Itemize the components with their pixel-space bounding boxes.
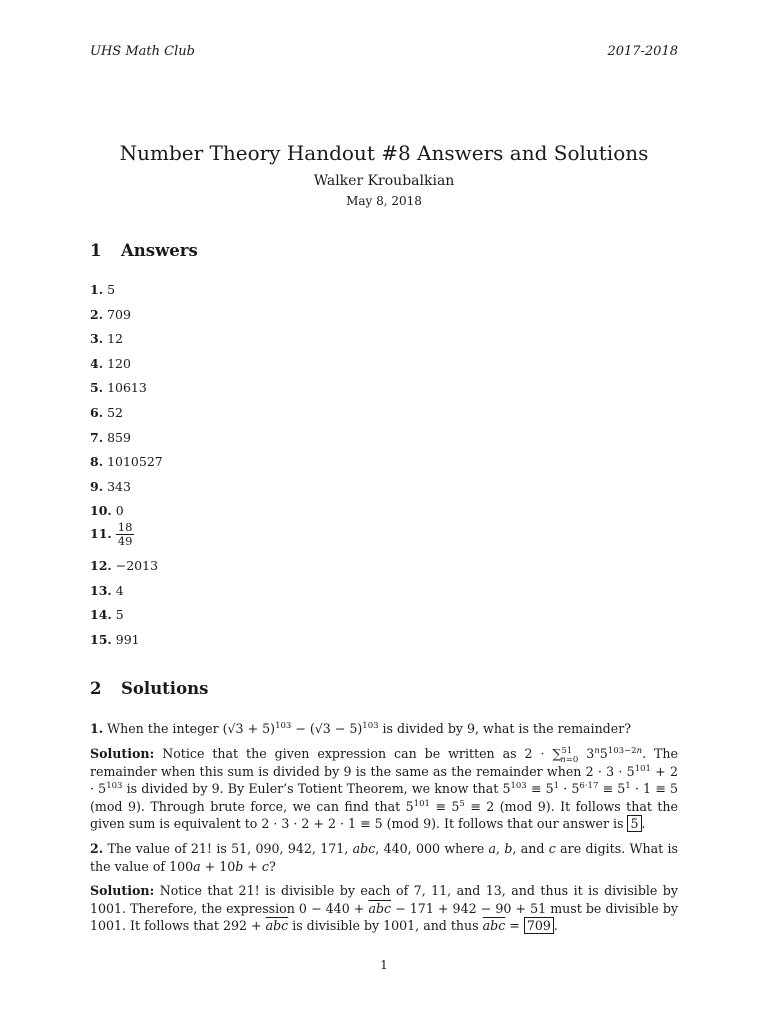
section-number: 1: [90, 241, 102, 260]
answer-value: 10613: [107, 380, 147, 396]
solution-label: Solution:: [90, 883, 155, 898]
fraction-numerator: 18: [117, 520, 133, 534]
answer-item: [90, 558, 158, 573]
answer-value: 5: [107, 282, 116, 297]
answer-item: [90, 521, 134, 548]
answer-value: 343: [107, 478, 131, 494]
running-header: [90, 44, 678, 62]
answer-number: 12.: [90, 558, 112, 573]
page-number: 1: [380, 958, 388, 972]
problem-2-solution: Solution: Notice that 21! is divisible by each of 7, 11, and 13, and thus it is divisible by 1001. Therefore, the expression $0 - 440 + \overline{abc} - 171 + 942 - 90 + 51$ must be divisible by 1001. It follows that $292 + \overline{abc}$ is divisible by 1001, and thus $\overline{abc} = 709$ .: [90, 883, 678, 933]
section-title: Solutions: [121, 679, 209, 698]
answer-item: [90, 307, 131, 322]
section-heading-solutions: [90, 679, 208, 698]
answer-number: 7.: [90, 429, 104, 445]
problem-label: 1.: [90, 721, 104, 736]
answer-value: −2013: [115, 558, 159, 573]
answer-value: 1010527: [107, 454, 163, 470]
answer-item: [90, 331, 123, 346]
answer-item: [90, 430, 131, 445]
answer-value: 120: [107, 355, 131, 371]
answer-value: 0: [115, 503, 124, 519]
boxed-answer: 709: [524, 917, 554, 934]
document-title: Number Theory Handout #8 Answers and Solutions: [119, 141, 649, 165]
header-club-name: UHS Math Club: [90, 44, 195, 59]
answer-value: 4: [115, 582, 124, 598]
answer-value: 52: [107, 405, 123, 420]
answer-fraction: [116, 521, 135, 548]
problem-1-statement: [90, 720, 678, 738]
section-title: Answers: [121, 241, 198, 260]
answer-item: [90, 632, 140, 647]
answer-number: 2.: [90, 306, 104, 322]
problem-label: 2.: [90, 841, 104, 856]
answer-number: 10.: [90, 503, 112, 519]
answer-item: [90, 405, 123, 420]
problem-text: When the integer $(√3 + 5)^{103} - (√3 - 5)^{103}$ is divided by 9, what is the remainder?: [107, 720, 631, 736]
answer-number: 4.: [90, 355, 104, 371]
answer-value: 12: [107, 331, 123, 347]
section-heading-answers: [90, 241, 198, 260]
fraction-denominator: 49: [117, 534, 133, 548]
answer-item: [90, 479, 131, 494]
problem-1-solution: Solution: Notice that the given expression can be written as 2 · ∑$^{51}_{n=0}$ $3^n5^{103-2n}$. The remainder when this sum is divided by 9 is the same as the remainder when $2 \cdot 3 \cdot 5^{101} + 2 \cdot 5^{103}$ is divided by 9. By Euler’s Totient Theorem, we know that $5^{103} \equiv 5^1 \cdot 5^{6\cdot 17} \equiv 5^1 \cdot 1 \equiv 5$ (mod 9). Through brute force, we can find that $5^{101} \equiv 5^5 \equiv 2$ (mod 9). It follows that the given sum is equivalent to 2 · 3 · 2 + 2 · 1 ≡ 5 (mod 9). It follows that our answer is 5 .: [90, 745, 678, 831]
answer-value: 5: [115, 607, 124, 623]
answer-value: 991: [115, 631, 140, 647]
answer-item: [90, 454, 163, 469]
answer-number: 1.: [90, 282, 104, 297]
author-name: Walker Kroubalkian: [313, 173, 455, 189]
answer-number: 6.: [90, 405, 104, 420]
document-date: May 8, 2018: [346, 194, 422, 208]
answer-number: 9.: [90, 478, 104, 494]
answer-value: 709: [107, 306, 131, 322]
answer-number: 3.: [90, 331, 104, 347]
section-number: 2: [90, 679, 102, 698]
answer-number: 11.: [90, 526, 112, 541]
answer-number: 15.: [90, 631, 112, 647]
answer-item: [90, 356, 131, 371]
answer-number: 5.: [90, 380, 104, 396]
header-school-year: 2017-2018: [607, 44, 678, 59]
answer-item: [90, 583, 124, 598]
answer-item: [90, 380, 147, 395]
answer-item: [90, 503, 124, 518]
answer-value: 859: [107, 429, 131, 445]
answer-item: [90, 282, 115, 297]
answer-number: 14.: [90, 607, 112, 623]
problem-2-statement: 2. The value of 21! is 51, 090, 942, 171, abc, 440, 000 where a, b, and c are digits. What is the value of 100a + 10b + c?: [90, 841, 678, 874]
answer-number: 8.: [90, 454, 104, 470]
solution-label: Solution:: [90, 746, 155, 761]
answer-number: 13.: [90, 582, 112, 598]
answer-item: [90, 607, 124, 622]
boxed-answer: 5: [627, 815, 641, 832]
